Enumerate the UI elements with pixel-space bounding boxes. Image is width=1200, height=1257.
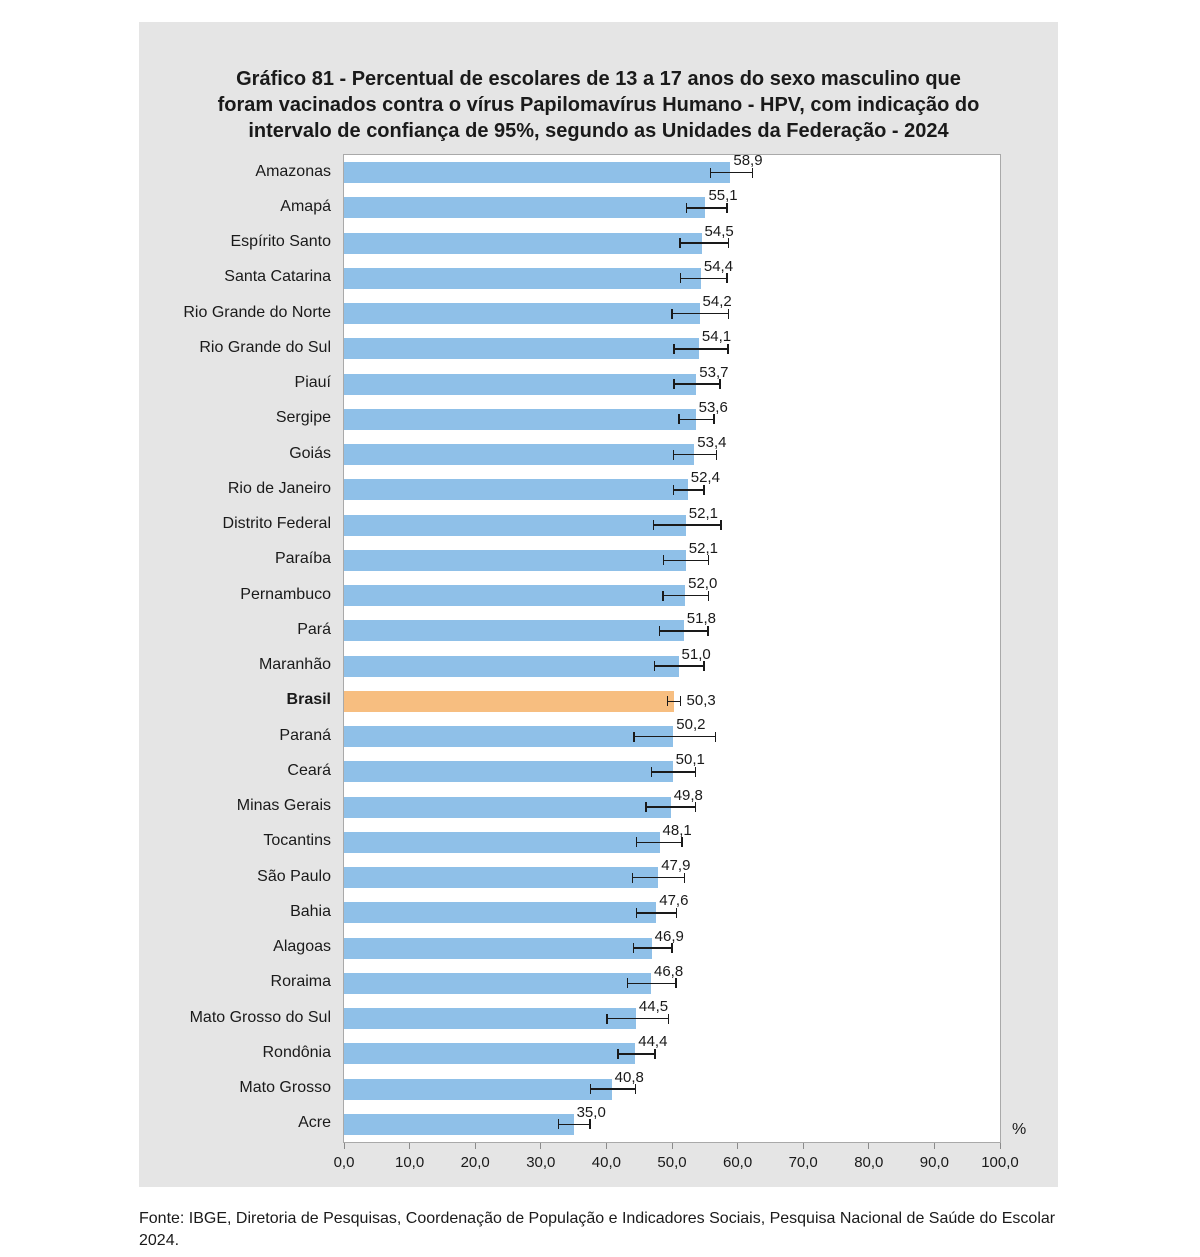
bar bbox=[344, 1008, 636, 1029]
error-bar-cap bbox=[726, 203, 728, 213]
error-bar-cap bbox=[671, 943, 673, 953]
bar bbox=[344, 444, 694, 465]
x-axis-tick-label: 60,0 bbox=[722, 1154, 753, 1171]
plot-area bbox=[343, 154, 1001, 1143]
error-bar-line bbox=[559, 1124, 590, 1126]
value-label: 46,9 bbox=[654, 927, 684, 945]
value-label: 47,6 bbox=[659, 892, 689, 910]
error-bar-cap bbox=[726, 273, 728, 283]
value-label: 40,8 bbox=[614, 1068, 644, 1086]
error-bar-cap bbox=[680, 696, 682, 706]
error-bar-cap bbox=[673, 344, 675, 354]
error-bar-line bbox=[672, 313, 728, 315]
error-bar-line bbox=[591, 1088, 636, 1090]
bar bbox=[344, 620, 684, 641]
bar bbox=[344, 409, 696, 430]
bar bbox=[344, 1114, 574, 1135]
x-axis-tick bbox=[409, 1143, 410, 1149]
source-note: Fonte: IBGE, Diretoria de Pesquisas, Coordenação de População e Indicadores Sociais, Pesquisa Nacional de Saúde do Escolar 2024. bbox=[139, 1210, 1056, 1249]
value-label: 53,6 bbox=[698, 398, 728, 416]
bar bbox=[344, 479, 688, 500]
category-label: Rio de Janeiro bbox=[227, 479, 331, 497]
category-label: Minas Gerais bbox=[236, 797, 331, 815]
error-bar-cap bbox=[728, 309, 730, 319]
error-bar-line bbox=[673, 454, 716, 456]
value-label: 49,8 bbox=[673, 786, 703, 804]
error-bar-cap bbox=[707, 626, 709, 636]
error-bar-cap bbox=[636, 908, 638, 918]
bar bbox=[344, 550, 686, 571]
error-bar-line bbox=[634, 736, 715, 738]
bar bbox=[344, 656, 679, 677]
error-bar-cap bbox=[673, 379, 675, 389]
category-label: São Paulo bbox=[257, 867, 331, 885]
error-bar-cap bbox=[645, 802, 647, 812]
error-bar-cap bbox=[667, 696, 669, 706]
error-bar-cap bbox=[676, 908, 678, 918]
error-bar-cap bbox=[675, 978, 677, 988]
error-bar-line bbox=[680, 242, 729, 244]
category-label: Tocantins bbox=[263, 832, 331, 850]
error-bar-cap bbox=[719, 379, 721, 389]
bar bbox=[344, 162, 730, 183]
category-label: Roraima bbox=[270, 973, 331, 991]
bar bbox=[344, 515, 686, 536]
bar bbox=[344, 726, 673, 747]
error-bar-line bbox=[674, 383, 720, 385]
error-bar-line bbox=[637, 912, 677, 914]
error-bar-cap bbox=[654, 661, 656, 671]
value-label: 53,4 bbox=[697, 434, 727, 451]
error-bar-cap bbox=[695, 767, 697, 777]
x-axis-tick-label: 70,0 bbox=[788, 1154, 818, 1171]
x-axis-tick bbox=[475, 1143, 476, 1149]
x-axis-tick bbox=[540, 1143, 541, 1149]
value-label: 51,8 bbox=[686, 610, 716, 628]
bar bbox=[344, 1079, 612, 1100]
value-label: 44,4 bbox=[638, 1033, 668, 1051]
x-axis-tick bbox=[737, 1143, 738, 1149]
value-label: 55,1 bbox=[708, 187, 738, 205]
x-axis-tick-label: 20,0 bbox=[460, 1154, 490, 1171]
error-bar-cap bbox=[653, 520, 655, 530]
value-label: 35,0 bbox=[576, 1103, 606, 1121]
value-label: 47,9 bbox=[661, 857, 691, 874]
x-axis-tick bbox=[672, 1143, 673, 1149]
category-label: Goiás bbox=[289, 444, 331, 462]
error-bar-cap bbox=[678, 414, 680, 424]
x-axis-tick bbox=[934, 1143, 935, 1149]
error-bar-line bbox=[618, 1053, 655, 1055]
error-bar-cap bbox=[727, 344, 729, 354]
error-bar-line bbox=[646, 806, 696, 808]
chart-title bbox=[139, 66, 1058, 144]
x-axis-tick-label: 10,0 bbox=[394, 1154, 425, 1171]
error-bar-cap bbox=[662, 591, 664, 601]
error-bar-cap bbox=[633, 732, 635, 742]
value-label: 54,2 bbox=[702, 293, 732, 310]
category-label: Amapá bbox=[280, 197, 331, 215]
error-bar-cap bbox=[673, 485, 675, 495]
category-label: Pará bbox=[297, 620, 331, 638]
value-label: 54,4 bbox=[703, 257, 734, 275]
error-bar-cap bbox=[671, 309, 673, 319]
category-label: Rio Grande do Sul bbox=[199, 338, 331, 356]
error-bar-cap bbox=[715, 732, 717, 742]
category-label: Piauí bbox=[294, 374, 331, 392]
bar bbox=[344, 338, 699, 359]
bar bbox=[344, 761, 673, 782]
error-bar-cap bbox=[752, 168, 754, 178]
error-bar-cap bbox=[668, 1014, 670, 1024]
value-label: 50,1 bbox=[675, 751, 705, 769]
error-bar-cap bbox=[710, 168, 712, 178]
category-label: Rio Grande do Norte bbox=[183, 303, 331, 321]
error-bar-cap bbox=[716, 450, 718, 460]
x-axis-tick bbox=[803, 1143, 804, 1149]
bar-highlight bbox=[344, 691, 674, 712]
error-bar-line bbox=[652, 771, 696, 773]
error-bar-cap bbox=[713, 414, 715, 424]
value-label: 52,4 bbox=[690, 469, 720, 487]
value-label: 53,7 bbox=[699, 363, 729, 381]
x-axis-tick-label: 90,0 bbox=[919, 1154, 949, 1171]
category-label: Mato Grosso bbox=[239, 1079, 331, 1097]
error-bar-cap bbox=[663, 555, 665, 565]
error-bar-cap bbox=[589, 1119, 591, 1129]
error-bar-cap bbox=[635, 1084, 637, 1094]
value-label: 48,1 bbox=[662, 821, 692, 839]
error-bar-line bbox=[674, 348, 728, 350]
x-axis-tick-label: 80,0 bbox=[854, 1154, 884, 1171]
x-axis-tick-label: 30,0 bbox=[526, 1154, 556, 1171]
error-bar-cap bbox=[686, 203, 688, 213]
category-label: Santa Catarina bbox=[224, 268, 331, 286]
error-bar-cap bbox=[659, 626, 661, 636]
error-bar-line bbox=[667, 701, 680, 703]
error-bar-line bbox=[711, 172, 753, 174]
category-label: Brasil bbox=[286, 691, 331, 709]
category-label: Acre bbox=[298, 1114, 331, 1132]
category-label: Pernambuco bbox=[240, 585, 331, 603]
x-axis-tick-label: 0,0 bbox=[333, 1154, 355, 1171]
error-bar-cap bbox=[728, 238, 730, 248]
error-bar-line bbox=[607, 1018, 669, 1020]
error-bar-cap bbox=[695, 802, 697, 812]
error-bar-line bbox=[663, 560, 708, 562]
error-bar-cap bbox=[679, 238, 681, 248]
x-axis-tick bbox=[606, 1143, 607, 1149]
error-bar-line bbox=[660, 630, 709, 632]
bar bbox=[344, 374, 696, 395]
error-bar-cap bbox=[558, 1119, 560, 1129]
error-bar-line bbox=[686, 207, 727, 209]
value-label: 58,9 bbox=[733, 152, 763, 169]
bar bbox=[344, 268, 701, 289]
chart-title-line: Gráfico 81 - Percentual de escolares de 13 a 17 anos do sexo masculino que bbox=[236, 68, 961, 90]
error-bar-line bbox=[681, 278, 728, 280]
x-axis-tick-label: 100,0 bbox=[981, 1154, 1019, 1171]
error-bar-line bbox=[627, 983, 676, 985]
category-label: Sergipe bbox=[275, 409, 331, 427]
error-bar-line bbox=[637, 842, 682, 844]
value-label: 52,0 bbox=[688, 575, 718, 592]
error-bar-cap bbox=[632, 873, 634, 883]
error-bar-cap bbox=[703, 485, 705, 495]
error-bar-line bbox=[633, 877, 685, 879]
bar bbox=[344, 233, 702, 254]
category-label: Paraíba bbox=[274, 550, 331, 568]
error-bar-cap bbox=[720, 520, 722, 530]
error-bar-cap bbox=[681, 837, 683, 847]
x-axis-tick-label: 40,0 bbox=[591, 1154, 621, 1171]
category-label: Alagoas bbox=[273, 938, 331, 956]
error-bar-cap bbox=[684, 873, 686, 883]
category-label: Mato Grosso do Sul bbox=[189, 1008, 331, 1026]
chart-title-line: foram vacinados contra o vírus Papilomavírus Humano - HPV, com indicação do bbox=[217, 94, 980, 116]
error-bar-line bbox=[654, 524, 722, 526]
x-axis-tick bbox=[1000, 1143, 1001, 1149]
error-bar-cap bbox=[590, 1084, 592, 1094]
value-label: 51,0 bbox=[681, 645, 711, 663]
bar bbox=[344, 973, 651, 994]
error-bar-cap bbox=[651, 767, 653, 777]
bar bbox=[344, 832, 660, 853]
bar bbox=[344, 867, 658, 888]
value-label: 54,1 bbox=[701, 328, 732, 346]
error-bar-cap bbox=[680, 273, 682, 283]
error-bar-cap bbox=[703, 661, 705, 671]
category-label: Paraná bbox=[279, 726, 331, 744]
value-label: 50,3 bbox=[686, 692, 716, 710]
error-bar-line bbox=[679, 419, 714, 421]
value-label: 52,1 bbox=[688, 539, 718, 557]
error-bar-cap bbox=[617, 1049, 619, 1059]
bar bbox=[344, 1043, 635, 1064]
error-bar-line bbox=[654, 665, 704, 667]
category-label: Rondônia bbox=[262, 1043, 331, 1061]
category-label: Espírito Santo bbox=[230, 233, 331, 251]
category-label: Maranhão bbox=[258, 656, 331, 674]
chart-title-line: intervalo de confiança de 95%, segundo as Unidades da Federação - 2024 bbox=[248, 120, 949, 142]
bar bbox=[344, 197, 705, 218]
chart-panel bbox=[139, 22, 1058, 1187]
value-label: 46,8 bbox=[654, 962, 684, 980]
category-label: Ceará bbox=[287, 761, 331, 779]
bar bbox=[344, 585, 685, 606]
bar bbox=[344, 902, 656, 923]
error-bar-cap bbox=[708, 591, 710, 601]
bar bbox=[344, 797, 671, 818]
bar bbox=[344, 303, 700, 324]
category-label: Amazonas bbox=[255, 162, 331, 180]
error-bar-cap bbox=[708, 555, 710, 565]
error-bar-line bbox=[673, 489, 704, 491]
x-axis-tick-label: 50,0 bbox=[657, 1154, 687, 1171]
category-label: Bahia bbox=[290, 902, 331, 920]
axis-unit-label: % bbox=[1012, 1121, 1027, 1138]
x-axis-tick bbox=[344, 1143, 345, 1149]
category-label: Distrito Federal bbox=[222, 515, 331, 533]
value-label: 50,2 bbox=[676, 716, 706, 733]
error-bar-cap bbox=[673, 450, 675, 460]
error-bar-cap bbox=[654, 1049, 656, 1059]
bar bbox=[344, 938, 652, 959]
error-bar-line bbox=[633, 947, 672, 949]
error-bar-cap bbox=[606, 1014, 608, 1024]
error-bar-cap bbox=[633, 943, 635, 953]
x-axis-tick bbox=[868, 1143, 869, 1149]
error-bar-cap bbox=[636, 837, 638, 847]
value-label: 54,5 bbox=[704, 222, 734, 240]
value-label: 44,5 bbox=[638, 998, 669, 1015]
error-bar-line bbox=[663, 595, 709, 597]
error-bar-cap bbox=[627, 978, 629, 988]
value-label: 52,1 bbox=[688, 504, 718, 522]
